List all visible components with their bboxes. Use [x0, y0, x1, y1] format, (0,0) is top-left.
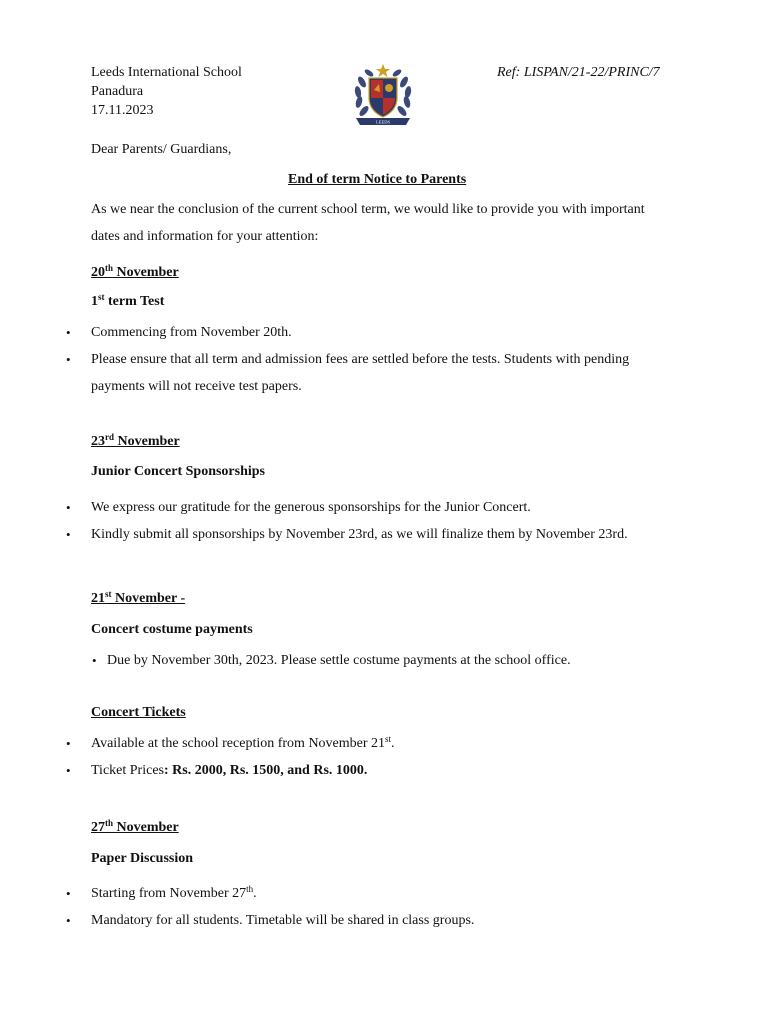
bullet-dot: • [66, 913, 71, 928]
list-item: Mandatory for all students. Timetable will be shared in class groups. [91, 913, 475, 928]
intro-line-1: As we near the conclusion of the current school term, we would like to provide you with important [91, 202, 645, 217]
notice-title: End of term Notice to Parents [288, 172, 467, 187]
section-heading-20-november: 20th November [91, 263, 179, 280]
salutation: Dear Parents/ Guardians, [91, 142, 232, 157]
intro-line-2: dates and information for your attention: [91, 229, 319, 244]
bullet-dot: • [66, 886, 71, 901]
subheading-concert-costume-payments: Concert costume payments [91, 622, 253, 637]
subheading-first-term-test: 1st term Test [91, 292, 165, 309]
bullet-dot: • [66, 352, 71, 367]
letter-date: 17.11.2023 [91, 103, 154, 118]
section-heading-27-november: 27th November [91, 818, 179, 835]
crest-star [376, 64, 390, 77]
section-heading-23-november: 23rd November [91, 432, 180, 449]
reference-number: Ref: LISPAN/21-22/PRINC/7 [497, 65, 660, 80]
list-item: Kindly submit all sponsorships by November 23rd, as we will finalize them by November 23rd. [91, 527, 628, 542]
section-heading-concert-tickets: Concert Tickets [91, 705, 186, 720]
school-name: Leeds International School [91, 65, 242, 80]
bullet-dot: • [66, 500, 71, 515]
list-item: Due by November 30th, 2023. Please settle costume payments at the school office. [107, 653, 571, 668]
list-item-ticket-prices: Ticket Prices: Rs. 2000, Rs. 1500, and Rs. 1000. [91, 763, 368, 778]
bullet-dot: • [66, 736, 71, 751]
bullet-dot: • [66, 763, 71, 778]
bullet-dot: • [66, 527, 71, 542]
list-item: Please ensure that all term and admission fees are settled before the tests. Students with pending [91, 352, 630, 367]
subheading-junior-concert-sponsorships: Junior Concert Sponsorships [91, 464, 266, 479]
list-item: Starting from November 27th. [91, 884, 257, 901]
bullet-dot: • [66, 325, 71, 340]
list-item: Commencing from November 20th. [91, 325, 292, 340]
subheading-paper-discussion: Paper Discussion [91, 851, 194, 866]
list-item: We express our gratitude for the generous sponsorships for the Junior Concert. [91, 500, 531, 515]
school-crest-logo [352, 60, 414, 130]
list-item: Available at the school reception from November 21st. [91, 734, 395, 751]
school-city: Panadura [91, 84, 144, 99]
bullet-dot: • [92, 653, 97, 668]
section-heading-21-november: 21st November - [91, 589, 186, 606]
crest-banner-text: LEEDS [376, 119, 390, 125]
list-item-continuation: payments will not receive test papers. [91, 379, 302, 394]
